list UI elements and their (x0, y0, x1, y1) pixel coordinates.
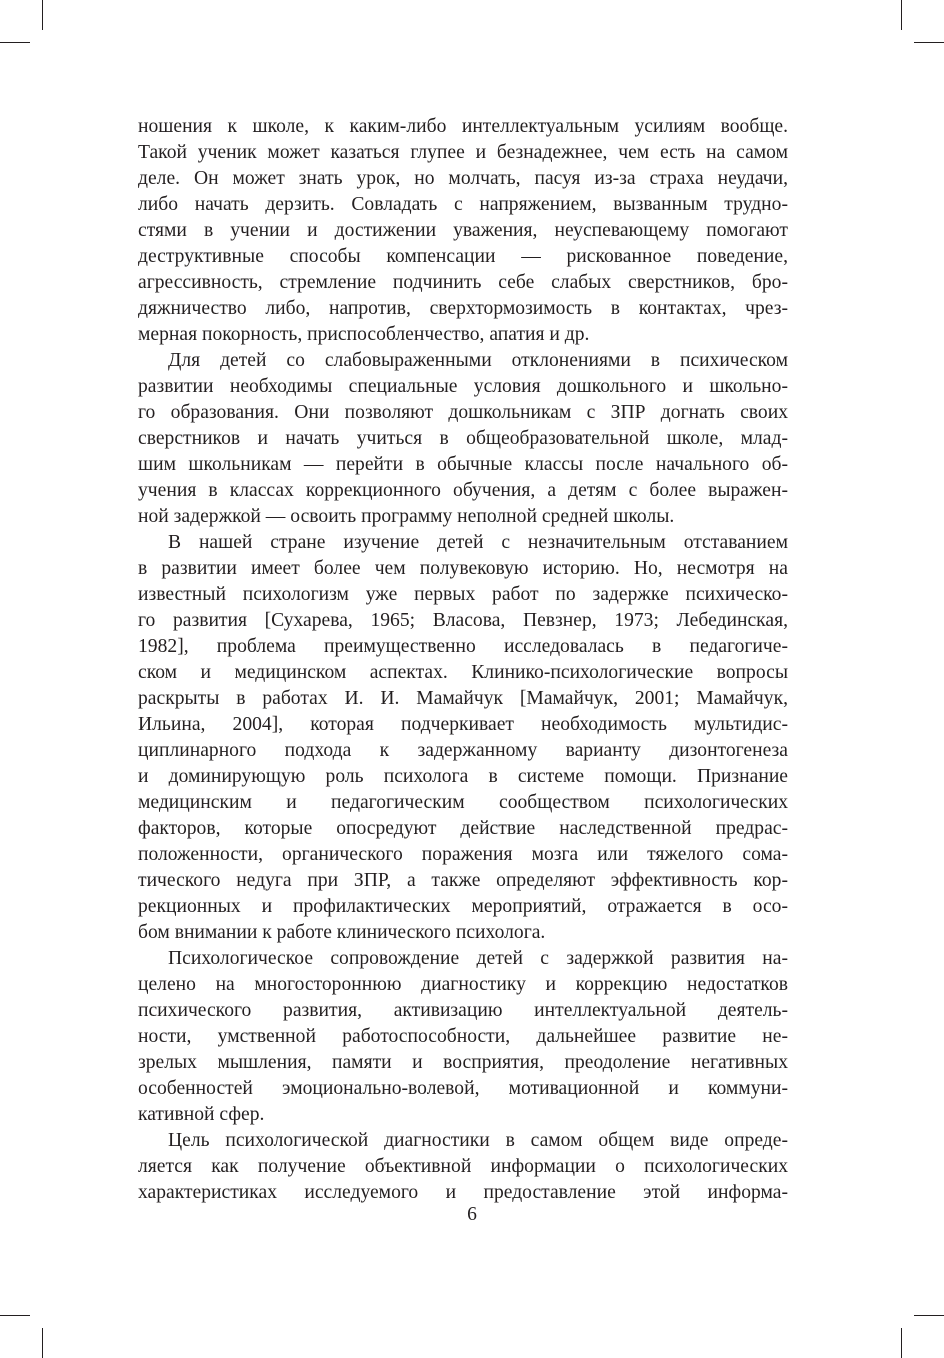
text-line: кативной сфер. (138, 1104, 265, 1125)
crop-mark-top-left-vertical (42, 0, 43, 30)
text-line: ском и медицинском аспектах. Клинико-психологические вопросы (138, 662, 788, 683)
paragraph (138, 348, 788, 530)
paragraph (138, 530, 788, 946)
text-line: сверстников и начать учиться в общеобразовательной школе, млад- (138, 428, 788, 449)
text-line: раскрыты в работах И. И. Мамайчук [Мамайчук, 2001; Мамайчук, (138, 688, 788, 709)
text-line: зрелых мышления, памяти и восприятия, преодоление негативных (138, 1052, 788, 1073)
text-line: Ильина, 2004], которая подчеркивает необходимость мультидис- (138, 714, 788, 735)
text-line: учения в классах коррекционного обучения, а детям с более выражен- (138, 480, 788, 501)
text-line: ношения к школе, к каким-либо интеллектуальным усилиям вообще. (138, 116, 788, 137)
text-line: либо начать дерзить. Совладать с напряжением, вызванным трудно- (138, 194, 788, 215)
text-line: стями в учении и достижении уважения, неуспевающему помогают (138, 220, 788, 241)
paragraph (138, 946, 788, 1128)
paragraph (138, 114, 788, 348)
body-text (138, 114, 788, 1206)
text-line: Такой ученик может казаться глупее и безнадежнее, чем есть на самом (138, 142, 788, 163)
text-line: агрессивность, стремление подчинить себе слабых сверстников, бро- (138, 272, 788, 293)
crop-mark-top-right-vertical (901, 0, 902, 30)
text-line: и доминирующую роль психолога в системе помощи. Признание (138, 766, 788, 787)
text-line: тического недуга при ЗПР, а также определяют эффективность кор- (138, 870, 788, 891)
text-line: деле. Он может знать урок, но молчать, пасуя из-за страха неудачи, (138, 168, 788, 189)
text-line: циплинарного подхода к задержанному варианту дизонтогенеза (138, 740, 788, 761)
text-line: характеристиках исследуемого и предоставление этой информа- (138, 1182, 788, 1203)
text-line: мерная покорность, приспособленчество, апатия и др. (138, 324, 590, 345)
paragraph (138, 1128, 788, 1206)
text-line: развитии необходимы специальные условия дошкольного и школьно- (138, 376, 788, 397)
text-line: Психологическое сопровождение детей с задержкой развития на- (168, 948, 788, 969)
text-line: положенности, органического поражения мозга или тяжелого сома- (138, 844, 788, 865)
crop-mark-bottom-left-vertical (42, 1328, 43, 1358)
text-line: психического развития, активизацию интеллектуальной деятель- (138, 1000, 788, 1021)
page-number: 6 (467, 1204, 477, 1225)
text-line: 1982], проблема преимущественно исследовалась в педагогиче- (138, 636, 788, 657)
crop-mark-bottom-right-vertical (901, 1328, 902, 1358)
text-line: рекционных и профилактических мероприятий, отражается в осо- (138, 896, 788, 917)
text-line: факторов, которые опосредуют действие наследственной предрас- (138, 818, 788, 839)
text-line: целено на многостороннюю диагностику и коррекцию недостатков (138, 974, 788, 995)
text-line: медицинским и педагогическим сообществом психологических (138, 792, 788, 813)
text-line: Для детей со слабовыраженными отклонениями в психическом (168, 350, 788, 371)
text-line: ности, умственной работоспособности, дальнейшее развитие не- (138, 1026, 788, 1047)
crop-mark-top-right-horizontal (914, 42, 944, 43)
text-line: деструктивные способы компенсации — рискованное поведение, (138, 246, 788, 267)
text-line: Цель психологической диагностики в самом общем виде опреде- (168, 1130, 788, 1151)
crop-mark-bottom-left-horizontal (0, 1315, 30, 1316)
text-line: го образования. Они позволяют дошкольникам с ЗПР догнать своих (138, 402, 788, 423)
text-line: бом внимании к работе клинического психолога. (138, 922, 546, 943)
text-line: го развития [Сухарева, 1965; Власова, Певзнер, 1973; Лебединская, (138, 610, 788, 631)
text-line: ляется как получение объективной информации о психологических (138, 1156, 788, 1177)
text-line: В нашей стране изучение детей с незначительным отставанием (168, 532, 788, 553)
text-line: особенностей эмоционально-волевой, мотивационной и коммуни- (138, 1078, 788, 1099)
crop-mark-bottom-right-horizontal (914, 1315, 944, 1316)
text-line: в развитии имеет более чем полувековую историю. Но, несмотря на (138, 558, 788, 579)
crop-mark-top-left-horizontal (0, 42, 30, 43)
text-line: дяжничество либо, напротив, сверхтормозимость в контактах, чрез- (138, 298, 788, 319)
text-line: ной задержкой — освоить программу неполной средней школы. (138, 506, 675, 527)
text-line: известный психологизм уже первых работ по задержке психическо- (138, 584, 788, 605)
text-line: шим школьникам — перейти в обычные классы после начального об- (138, 454, 788, 475)
